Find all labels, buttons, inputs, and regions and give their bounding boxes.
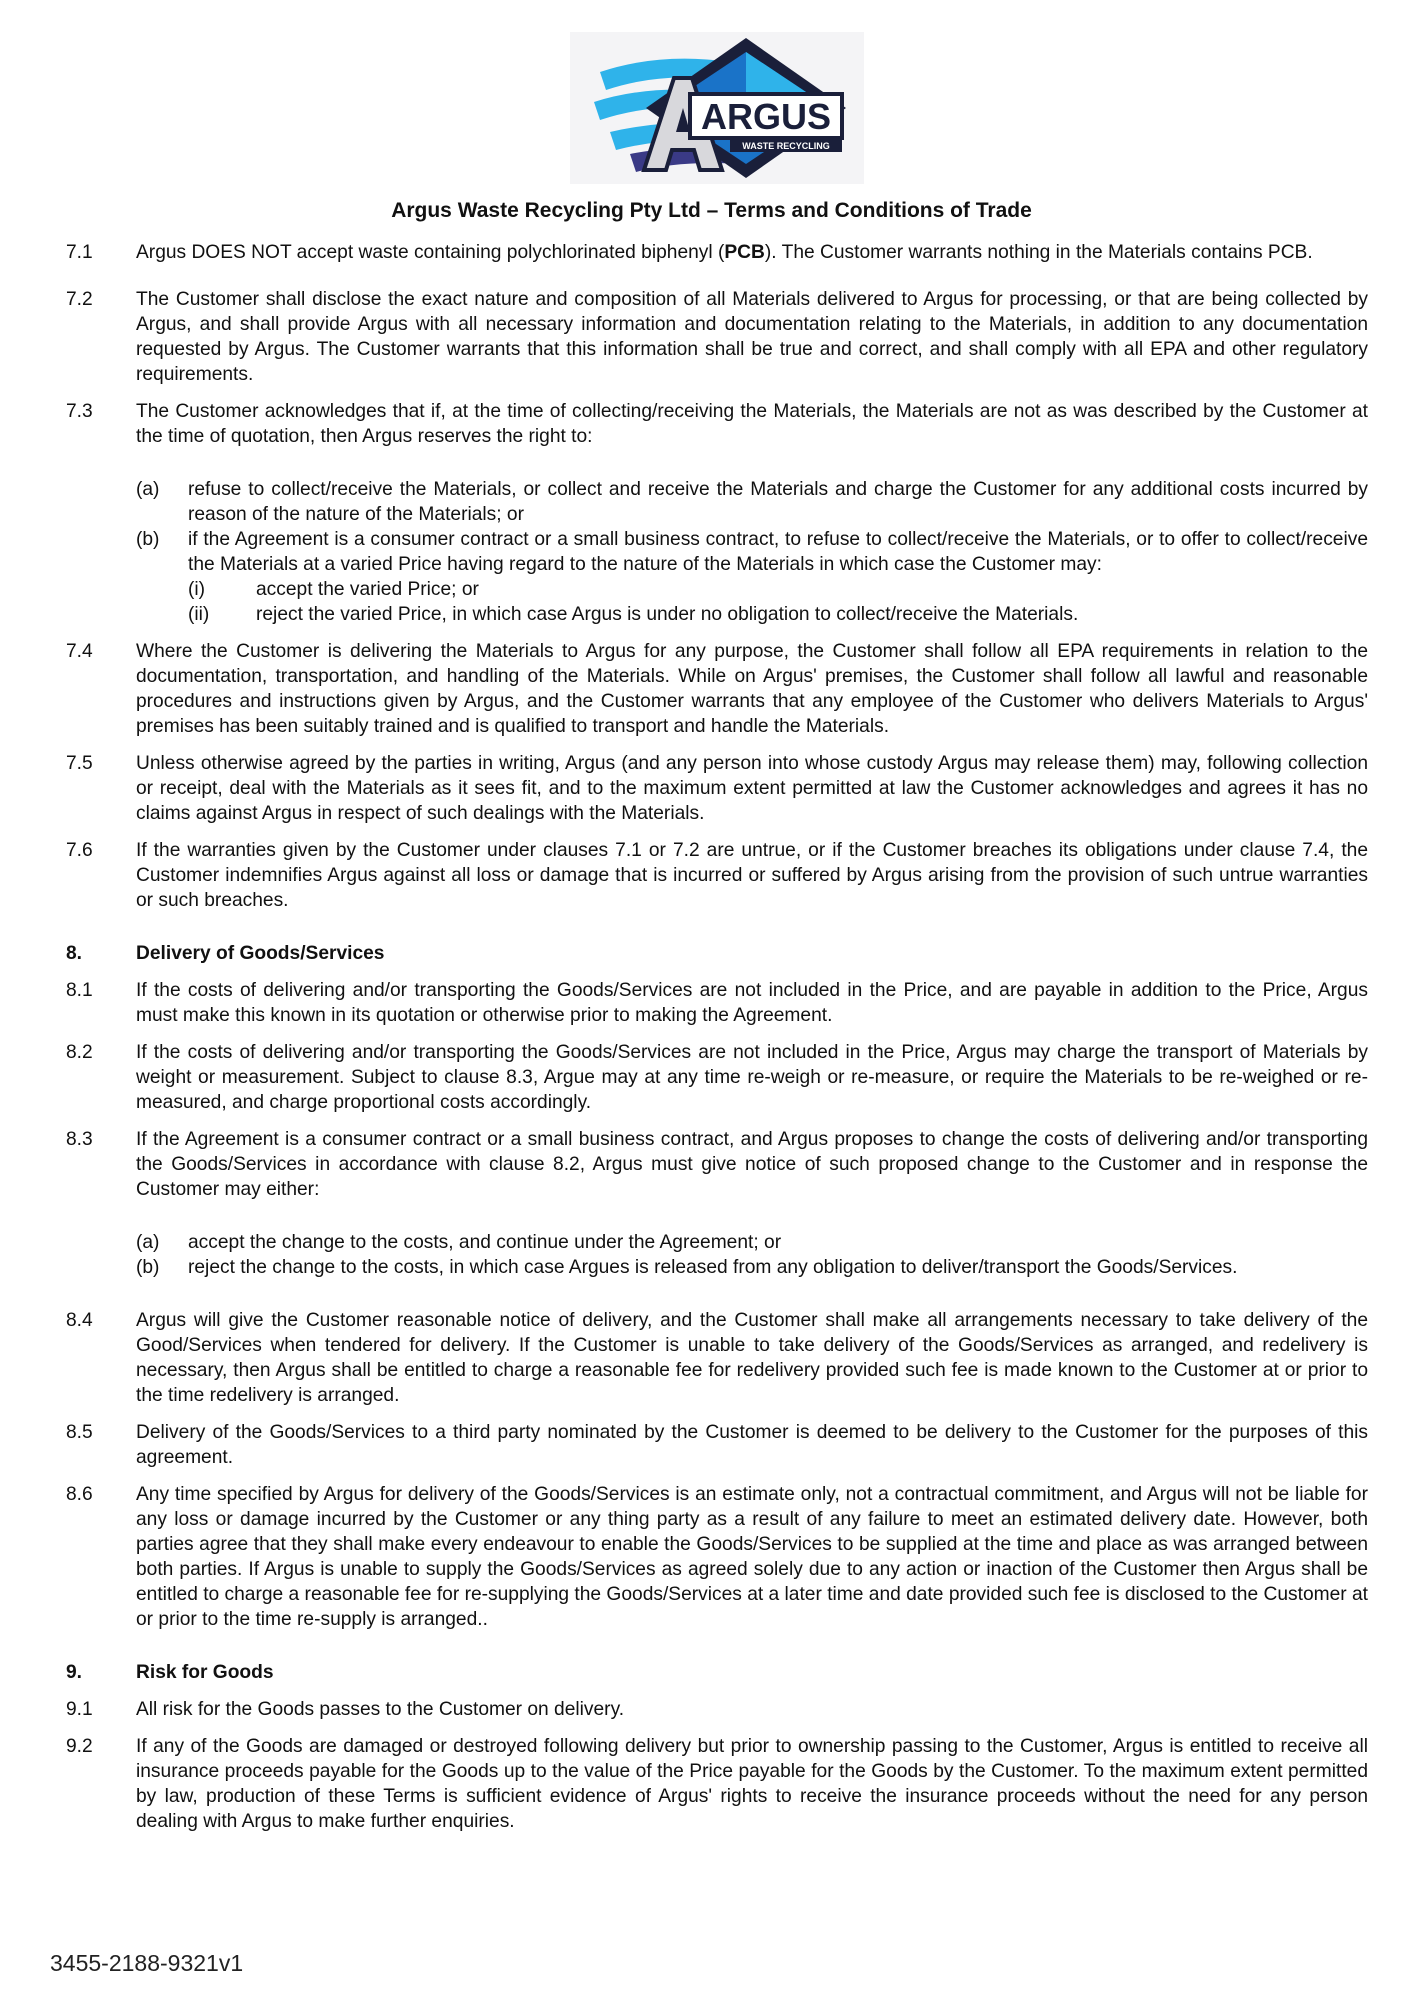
subclause-label: (i) xyxy=(188,579,206,600)
clause-text: If the Agreement is a consumer contract or a small business contract, and Argus proposes to change the costs of delivering and/or transporting the Goods/Services in accordance with clause 8.2, Argus must give notice of such proposed change to the Customer and in response the Customer may either: xyxy=(136,1129,1368,1200)
clause-number: 7.1 xyxy=(66,242,93,263)
clause-body xyxy=(136,1127,1368,1280)
clause-text: Any time specified by Argus for delivery of the Goods/Services is an estimate only, not a contractual commitment, and Argus will not be liable for any loss or damage incurred by the Customer or any thing party as a result of any failure to meet an estimated delivery date. However, both parties agree that they shall make every endeavour to enable the Goods/Services to be supplied at the time and place as was arranged between both parties. If Argus is unable to supply the Goods/Services as agreed solely due to any action or inaction of the Customer then Argus shall be entitled to charge a reasonable fee for re-supplying the Goods/Services at a later time and date provided such fee is disclosed to the Customer at or prior to the time re-supply is arranged.. xyxy=(136,1484,1368,1630)
clause-text-part: ). The Customer warrants nothing in the Materials contains PCB. xyxy=(764,242,1313,263)
subclause-a xyxy=(136,1230,1368,1255)
clause-7-1 xyxy=(66,240,1368,265)
clause-8-1 xyxy=(66,978,1368,1028)
clause-number: 8.5 xyxy=(66,1422,93,1443)
subclause-label: (b) xyxy=(136,1257,160,1278)
clause-text xyxy=(136,240,1368,265)
clause-body xyxy=(136,399,1368,627)
clause-number: 8.3 xyxy=(66,1129,93,1150)
clause-number: 8.2 xyxy=(66,1042,93,1063)
clause-number: 7.3 xyxy=(66,401,93,422)
subclause-text: if the Agreement is a consumer contract or a small business contract, to refuse to collect/receive the Materials, or to offer to collect/receive the Materials at a varied Price having regard to the nature of the Materials in which case the Customer may: xyxy=(188,529,1368,575)
subclause-label: (a) xyxy=(136,1232,160,1253)
clause-text: The Customer acknowledges that if, at the time of collecting/receiving the Materials, the Materials are not as was described by the Customer at the time of quotation, then Argus reserves the right to: xyxy=(136,401,1368,447)
clause-8-3 xyxy=(66,1127,1368,1280)
clause-text: If the costs of delivering and/or transporting the Goods/Services are not included in the Price, and are payable in addition to the Price, Argus must make this known in its quotation or otherwise prior to making the Agreement. xyxy=(136,980,1368,1026)
clause-8-4 xyxy=(66,1308,1368,1408)
logo-brand-text: ARGUS xyxy=(700,96,832,137)
clause-9-1 xyxy=(66,1697,1368,1722)
logo-tagline-text: WASTE RECYCLING xyxy=(742,141,830,151)
argus-logo xyxy=(570,32,864,184)
subclause-b xyxy=(136,527,1368,627)
clause-9-2 xyxy=(66,1734,1368,1834)
subclause-text: accept the varied Price; or xyxy=(256,579,479,600)
clause-text: Argus will give the Customer reasonable notice of delivery, and the Customer shall make all arrangements necessary to take delivery of the Good/Services when tendered for delivery. If the Customer is unable to take delivery of the Goods/Services as arranged, and redelivery is necessary, then Argus shall be entitled to charge a reasonable fee for redelivery provided such fee is made known to the Customer at or prior to the time redelivery is arranged. xyxy=(136,1310,1368,1406)
section-title: Delivery of Goods/Services xyxy=(136,943,385,964)
subclause-text: reject the varied Price, in which case Argus is under no obligation to collect/receive the Materials. xyxy=(256,604,1079,625)
clause-7-3 xyxy=(66,399,1368,627)
section-number: 9. xyxy=(66,1662,83,1683)
document-id: 3455-2188-9321v1 xyxy=(50,1950,244,1976)
clause-text: Delivery of the Goods/Services to a third party nominated by the Customer is deemed to be delivery to the Customer for the purposes of this agreement. xyxy=(136,1422,1368,1468)
clause-number: 9.1 xyxy=(66,1699,93,1720)
clause-text: All risk for the Goods passes to the Customer on delivery. xyxy=(136,1699,625,1720)
clause-text: The Customer shall disclose the exact nature and composition of all Materials delivered to Argus for processing, or that are being collected by Argus, and shall provide Argus with all necessary information and documentation relating to the Materials, in addition to any documentation requested by Argus. The Customer warrants that this information shall be true and correct, and shall comply with all EPA and other regulatory requirements. xyxy=(136,289,1368,385)
subclause-label: (a) xyxy=(136,479,160,500)
clause-number: 7.4 xyxy=(66,641,93,662)
clause-text: Where the Customer is delivering the Materials to Argus for any purpose, the Customer shall follow all EPA requirements in relation to the documentation, transportation, and handling of the Materials. While on Argus' premises, the Customer shall follow all lawful and reasonable procedures and instructions given by Argus, and the Customer warrants that any employee of the Customer who delivers Materials to Argus' premises has been suitably trained and is qualified to transport and handle the Materials. xyxy=(136,641,1368,737)
subclause-text: accept the change to the costs, and continue under the Agreement; or xyxy=(188,1232,782,1253)
clause-7-2 xyxy=(66,287,1368,387)
clause-8-2 xyxy=(66,1040,1368,1115)
clause-text: If the costs of delivering and/or transporting the Goods/Services are not included in the Price, Argus may charge the transport of Materials by weight or measurement. Subject to clause 8.3, Argue may at any time re-weigh or re-measure, or require the Materials to be re-weighed or re-measured, and charge proportional costs accordingly. xyxy=(136,1042,1368,1113)
clause-number: 8.4 xyxy=(66,1310,93,1331)
section-number: 8. xyxy=(66,943,83,964)
clause-8-5 xyxy=(66,1420,1368,1470)
clause-number: 9.2 xyxy=(66,1736,93,1757)
section-heading-9 xyxy=(66,1660,1368,1685)
clause-text: If the warranties given by the Customer under clauses 7.1 or 7.2 are untrue, or if the Customer breaches its obligations under clause 7.4, the Customer indemnifies Argus against all loss or damage that is incurred or suffered by Argus arising from the provision of such untrue warranties or such breaches. xyxy=(136,840,1368,911)
subclause-text: reject the change to the costs, in which case Argues is released from any obligation to deliver/transport the Goods/Services. xyxy=(188,1257,1238,1278)
section-heading-8 xyxy=(66,941,1368,966)
clause-7-4 xyxy=(66,639,1368,739)
subclause-b-ii xyxy=(188,602,1368,627)
subclause-b xyxy=(136,1255,1368,1280)
pcb-abbreviation: PCB xyxy=(724,242,765,263)
terms-content xyxy=(66,240,1368,1834)
clause-7-6 xyxy=(66,838,1368,913)
clause-number: 7.6 xyxy=(66,840,93,861)
subclause-b-i xyxy=(188,577,1368,602)
subclause-body xyxy=(188,527,1368,627)
clause-number: 7.5 xyxy=(66,753,93,774)
section-title: Risk for Goods xyxy=(136,1662,274,1683)
clause-text: If any of the Goods are damaged or destroyed following delivery but prior to ownership passing to the Customer, Argus is entitled to receive all insurance proceeds payable for the Goods up to the value of the Price payable for the Goods by the Customer. To the maximum extent permitted by law, production of these Terms is sufficient evidence of Argus' rights to receive the insurance proceeds without the need for any person dealing with Argus to make further enquiries. xyxy=(136,1736,1368,1832)
clause-text: Unless otherwise agreed by the parties in writing, Argus (and any person into whose custody Argus may release them) may, following collection or receipt, deal with the Materials as it sees fit, and to the maximum extent permitted at law the Customer acknowledges and agrees it has no claims against Argus in respect of such dealings with the Materials. xyxy=(136,753,1368,824)
subclause-label: (ii) xyxy=(188,604,210,625)
subclause-label: (b) xyxy=(136,529,160,550)
clause-8-6 xyxy=(66,1482,1368,1632)
clause-7-5 xyxy=(66,751,1368,826)
subclause-text: refuse to collect/receive the Materials, or collect and receive the Materials and charge the Customer for any additional costs incurred by reason of the nature of the Materials; or xyxy=(188,479,1368,525)
argus-logo-graphic xyxy=(570,32,864,184)
clause-number: 8.1 xyxy=(66,980,93,1001)
subclause-a xyxy=(136,477,1368,527)
clause-number: 7.2 xyxy=(66,289,93,310)
clause-text-part: Argus DOES NOT accept waste containing polychlorinated biphenyl ( xyxy=(136,242,725,263)
clause-number: 8.6 xyxy=(66,1484,93,1505)
page-title: Argus Waste Recycling Pty Ltd – Terms and Conditions of Trade xyxy=(391,199,1032,222)
